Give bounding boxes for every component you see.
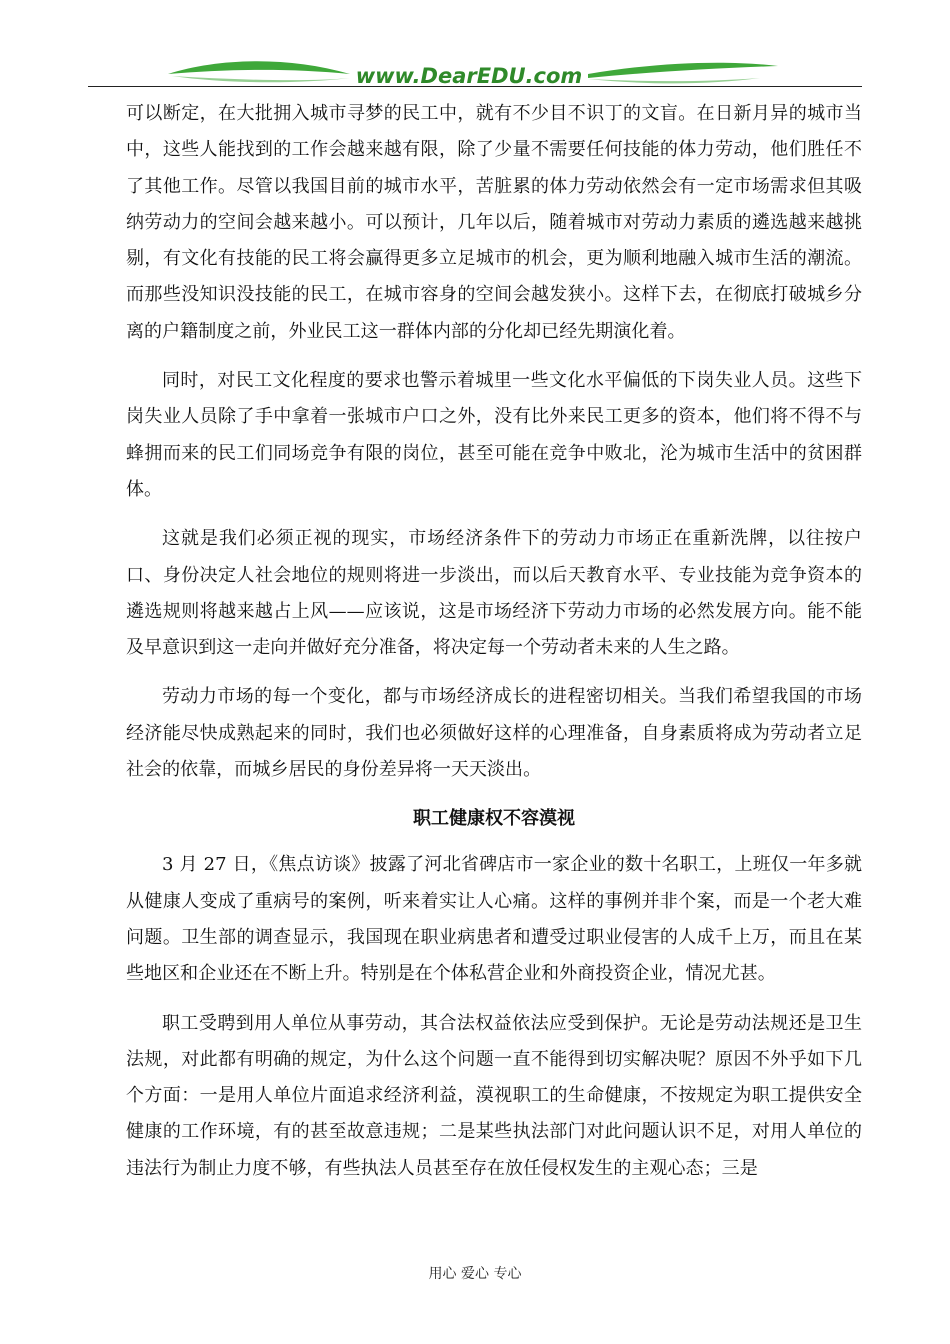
paragraph-4: 劳动力市场的每一个变化，都与市场经济成长的进程密切相关。当我们希望我国的市场经济能尽快成熟起来的同时，我们也必须做好这样的心理准备，自身素质将成为劳动者立足社会的依靠，而城乡居民的身份差异将一天天淡出。 bbox=[126, 686, 862, 781]
header-divider bbox=[88, 86, 862, 87]
page-footer: 用心 爱心 专心 bbox=[428, 1266, 522, 1282]
document-body bbox=[126, 96, 862, 1200]
paragraph-3: 这就是我们必须正视的现实，市场经济条件下的劳动力市场正在重新洗牌，以往按户口、身份决定人社会地位的规则将进一步淡出，而以后天教育水平、专业技能为竞争资本的遴选规则将越来越占上风——应该说，这是市场经济下劳动力市场的必然发展方向。能不能及早意识到这一走向并做好充分准备，将决定每一个劳动者未来的人生之路。 bbox=[126, 528, 862, 659]
right-wing-tail bbox=[588, 78, 760, 83]
left-wing-graphic bbox=[168, 61, 350, 74]
paragraph-2: 同时，对民工文化程度的要求也警示着城里一些文化水平偏低的下岗失业人员。这些下岗失业人员除了手中拿着一张城市户口之外，没有比外来民工更多的资本，他们将不得不与蜂拥而来的民工们同场竞争有限的岗位，甚至可能在竞争中败北，沦为城市生活中的贫困群体。 bbox=[126, 370, 862, 500]
paragraph-1: 可以断定，在大批拥入城市寻梦的民工中，就有不少目不识丁的文盲。在日新月异的城市当中，这些人能找到的工作会越来越有限，除了少量不需要任何技能的体力劳动，他们胜任不了其他工作。尽管以我国目前的城市水平，苦脏累的体力劳动依然会有一定市场需求但其吸纳劳动力的空间会越来越小。可以预计，几年以后，随着城市对劳动力素质的遴选越来越挑剔，有文化有技能的民工将会赢得更多立足城市的机会，更为顺利地融入城市生活的潮流。而那些没知识没技能的民工，在城市容身的空间会越发狭小。这样下去，在彻底打破城乡分离的户籍制度之前，外业民工这一群体内部的分化却已经先期演化着。 bbox=[126, 103, 862, 342]
logo-text[interactable]: www.DearEDU.com bbox=[355, 64, 583, 88]
section-paragraph-1: 3 月 27 日，《焦点访谈》披露了河北省碑店市一家企业的数十名职工，上班仅一年多就从健康人变成了重病号的案例，听来着实让人心痛。这样的事例并非个案，而是一个老大难问题。卫生部的调查显示，我国现在职业病患者和遭受过职业侵害的人成千上万，而且在某些地区和企业还在不断上升。特别是在个体私营企业和外商投资企业，情况尤甚。 bbox=[126, 854, 862, 985]
left-wing-tail bbox=[172, 76, 350, 82]
right-wing-graphic bbox=[588, 63, 778, 78]
section-title: 职工健康权不容漠视 bbox=[413, 808, 575, 830]
section-paragraph-2: 职工受聘到用人单位从事劳动，其合法权益依法应受到保护。无论是劳动法规还是卫生法规，对此都有明确的规定，为什么这个问题一直不能得到切实解决呢？原因不外乎如下几个方面：一是用人单位片面追求经济利益，漠视职工的生命健康，不按规定为职工提供安全健康的工作环境，有的甚至故意违规；二是某些执法部门对此问题认识不足，对用人单位的违法行为制止力度不够，有些执法人员甚至存在放任侵权发生的主观心态；三是 bbox=[126, 1012, 862, 1179]
